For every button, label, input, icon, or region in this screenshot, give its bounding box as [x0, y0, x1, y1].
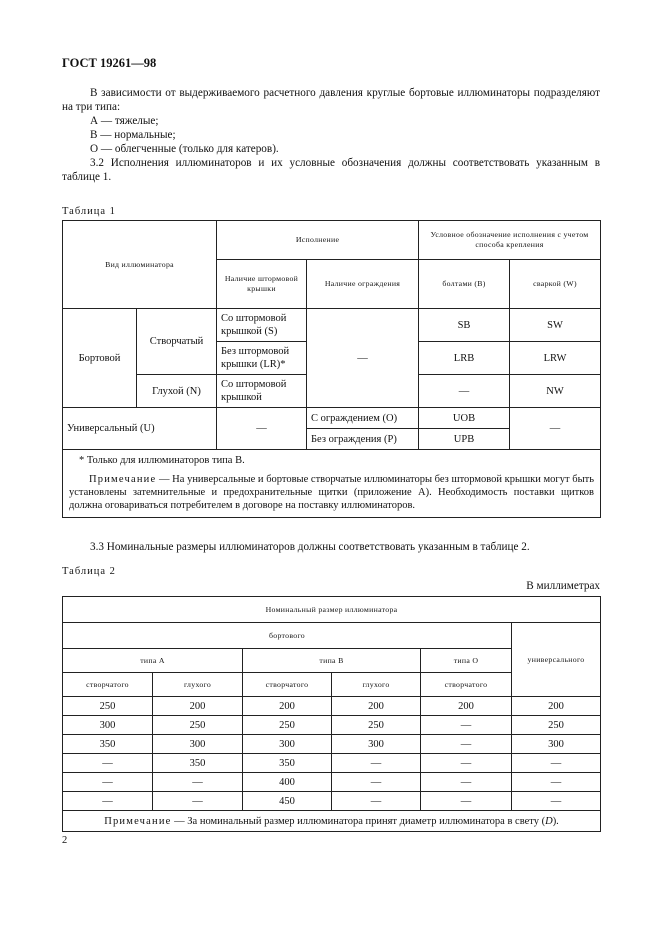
cell-r1-weld: SW [510, 309, 601, 342]
table-row [63, 716, 601, 735]
page-number: 2 [62, 835, 68, 846]
table-cell: 200 [332, 697, 421, 716]
cell-r2-cover: Без штормовой крышки (LR)* [217, 342, 307, 375]
table-cell: — [63, 792, 153, 811]
table-cell: — [512, 792, 601, 811]
table-cell: 350 [63, 735, 153, 754]
th-board: бортового [63, 623, 512, 649]
type-a-item: А — тяжелые; [90, 115, 159, 127]
table-row [63, 792, 601, 811]
cell-guard-dash: — [307, 309, 419, 408]
cell-r3-weld: NW [510, 375, 601, 408]
table-cell: 450 [243, 792, 332, 811]
table-cell: 250 [512, 716, 601, 735]
cell-r1-cover: Со штормовой крышкой (S) [217, 309, 307, 342]
cell-r3-bolts: — [419, 375, 510, 408]
th-type-b: типа В [243, 649, 421, 673]
cell-u-bolts1: UOB [419, 408, 510, 429]
table-cell: 300 [512, 735, 601, 754]
th-universal: универсального [512, 623, 601, 697]
cell-u-bolts2: UPB [419, 429, 510, 450]
th-guard: Наличие ограждения [307, 260, 419, 309]
cell-hinged: Створчатый [137, 309, 217, 375]
type-o-item: О — облегченные (только для катеров). [90, 143, 279, 155]
table-cell: 200 [153, 697, 243, 716]
table-cell: 200 [421, 697, 512, 716]
table1-notes [63, 450, 601, 518]
table-row [63, 697, 601, 716]
table-cell: — [421, 754, 512, 773]
th-b-hinged: створчатого [243, 673, 332, 697]
th-bolts: болтами (В) [419, 260, 510, 309]
th-type-a: типа А [63, 649, 243, 673]
table1-caption: Таблица 1 [62, 206, 116, 217]
table1-note-text: — На универсальные и бортовые створчатые иллюминаторы без штормовой крышки могут быть установлены затемнительные и предохранительные щитки (приложение А). Необходимость поставки щитков должна оговариваться потребителем в договоре на поставку иллюминаторов. [69, 474, 595, 511]
table-cell: 250 [63, 697, 153, 716]
cell-u-guard1: С ограждением (О) [307, 408, 419, 429]
cell-universal: Универсальный (U) [63, 408, 217, 450]
cell-blind: Глухой (N) [137, 375, 217, 408]
th-nominal: Номинальный размер иллюминатора [63, 597, 601, 623]
table1-note-label: Примечание [89, 474, 157, 485]
table-cell: — [63, 754, 153, 773]
table-row [63, 754, 601, 773]
cell-u-weld: — [510, 408, 601, 450]
th-weld: сваркой (W) [510, 260, 601, 309]
th-o-hinged: створчатого [421, 673, 512, 697]
table-cell: — [421, 773, 512, 792]
table1-footnote: * Только для иллюминаторов типа В. [79, 455, 245, 466]
table-cell: 200 [243, 697, 332, 716]
cell-r2-weld: LRW [510, 342, 601, 375]
table2-note [63, 811, 601, 832]
table-cell: — [332, 754, 421, 773]
table-cell: — [421, 716, 512, 735]
table2-units: В миллиметрах [526, 580, 600, 592]
table-row [63, 735, 601, 754]
table-1 [62, 220, 601, 518]
clause-3-3: 3.3 Номинальные размеры иллюминаторов должны соответствовать указанным в таблице 2. [90, 541, 530, 553]
table-cell: — [153, 773, 243, 792]
table2-note-end: ). [552, 815, 559, 827]
cell-r3-cover: Со штормовой крышкой [217, 375, 307, 408]
th-b-blind: глухого [332, 673, 421, 697]
th-type-o: типа О [421, 649, 512, 673]
table2-note-label: Примечание [104, 815, 172, 827]
table2-note-d: D [545, 815, 553, 827]
cell-u-cover: — [217, 408, 307, 450]
cell-r2-bolts: LRB [419, 342, 510, 375]
cell-u-guard2: Без ограждения (Р) [307, 429, 419, 450]
table-cell: — [421, 735, 512, 754]
table-cell: — [512, 754, 601, 773]
table-cell: 300 [153, 735, 243, 754]
table-cell: — [512, 773, 601, 792]
table-cell: 300 [243, 735, 332, 754]
th-execution: Исполнение [217, 221, 419, 260]
intro-paragraph: В зависимости от выдерживаемого расчетного давления круглые бортовые иллюминаторы подразделяют на три типа: [62, 87, 600, 114]
table-2 [62, 596, 601, 832]
table-cell: — [153, 792, 243, 811]
table-cell: — [421, 792, 512, 811]
cell-board: Бортовой [63, 309, 137, 408]
table2-note-text: — За номинальный размер иллюминатора принят диаметр иллюминатора в свету ( [171, 815, 546, 827]
th-designation: Условное обозначение исполнения с учетом способа крепления [419, 221, 601, 260]
table-cell: 250 [332, 716, 421, 735]
th-a-hinged: створчатого [63, 673, 153, 697]
table1-note [69, 473, 594, 512]
table2-caption: Таблица 2 [62, 566, 116, 577]
table-cell: 350 [243, 754, 332, 773]
table-cell: 350 [153, 754, 243, 773]
table-cell: — [63, 773, 153, 792]
table-cell: — [332, 792, 421, 811]
th-a-blind: глухого [153, 673, 243, 697]
cell-r1-bolts: SB [419, 309, 510, 342]
table-cell: 200 [512, 697, 601, 716]
table-cell: — [332, 773, 421, 792]
clause-3-2: 3.2 Исполнения иллюминаторов и их условные обозначения должны соответствовать указанным в таблице 1. [62, 157, 600, 184]
table-cell: 250 [153, 716, 243, 735]
table-cell: 300 [63, 716, 153, 735]
table-cell: 250 [243, 716, 332, 735]
table-cell: 400 [243, 773, 332, 792]
th-type: Вид иллюминатора [63, 221, 217, 309]
table-row [63, 773, 601, 792]
th-storm-cover: Наличие штормовой крышки [217, 260, 307, 309]
table-cell: 300 [332, 735, 421, 754]
document-header: ГОСТ 19261—98 [62, 56, 157, 70]
type-b-item: В — нормальные; [90, 129, 176, 141]
